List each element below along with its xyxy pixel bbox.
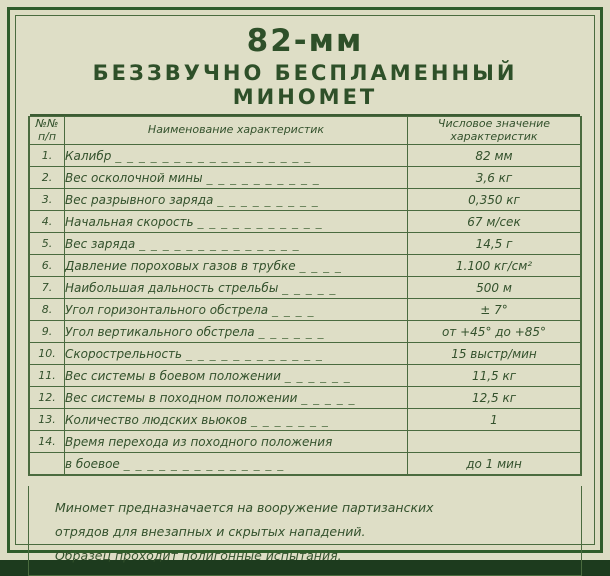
row-characteristic xyxy=(65,299,408,321)
row-characteristic xyxy=(65,343,408,365)
table-row xyxy=(30,409,581,431)
row-value: до 1 мин xyxy=(408,453,581,475)
table-row xyxy=(30,167,581,189)
leader-dots: _ _ _ _ _ _ _ _ _ _ xyxy=(206,170,320,185)
row-value: 12,5 кг xyxy=(408,387,581,409)
table-row xyxy=(30,387,581,409)
row-value: от +45° до +85° xyxy=(408,321,581,343)
row-characteristic xyxy=(65,189,408,211)
row-characteristic xyxy=(65,321,408,343)
leader-dots: _ _ _ _ _ _ _ _ _ _ _ _ _ _ _ _ _ xyxy=(115,148,312,163)
row-value: 82 мм xyxy=(408,145,581,167)
row-index: 6. xyxy=(30,255,65,277)
row-index: 9. xyxy=(30,321,65,343)
row-index: 13. xyxy=(30,409,65,431)
leader-dots: _ _ _ _ xyxy=(299,258,342,273)
leader-dots: _ _ _ _ _ _ _ _ _ _ _ xyxy=(197,214,323,229)
title-caliber: 82-мм xyxy=(246,23,364,59)
table-row xyxy=(30,431,581,453)
outer-frame xyxy=(7,7,603,563)
row-index: 2. xyxy=(30,167,65,189)
characteristic-label: в боевое xyxy=(65,456,120,471)
row-index: 12. xyxy=(30,387,65,409)
row-characteristic xyxy=(65,211,408,233)
table-row xyxy=(30,321,581,343)
row-value: 500 м xyxy=(408,277,581,299)
table-row xyxy=(30,189,581,211)
row-index: 7. xyxy=(30,277,65,299)
row-value: ± 7° xyxy=(408,299,581,321)
characteristic-label: Калибр xyxy=(65,148,112,163)
table-body xyxy=(30,145,581,475)
leader-dots: _ _ _ _ xyxy=(272,302,315,317)
characteristic-label: Начальная скорость xyxy=(65,214,194,229)
characteristic-label: Вес системы в походном положении xyxy=(65,390,298,405)
table-row xyxy=(30,453,581,475)
characteristic-label: Вес осколочной мины xyxy=(65,170,203,185)
row-characteristic xyxy=(65,167,408,189)
row-index: 8. xyxy=(30,299,65,321)
row-index: 5. xyxy=(30,233,65,255)
row-value: 0,350 кг xyxy=(408,189,581,211)
characteristic-label: Угол вертикального обстрела xyxy=(65,324,255,339)
table-row xyxy=(30,211,581,233)
leader-dots: _ _ _ _ _ xyxy=(301,390,356,405)
row-value: 11,5 кг xyxy=(408,365,581,387)
characteristic-label: Давление пороховых газов в трубке xyxy=(65,258,296,273)
row-characteristic xyxy=(65,365,408,387)
row-index: 11. xyxy=(30,365,65,387)
leader-dots: _ _ _ _ _ _ _ xyxy=(250,412,329,427)
column-header-name: Наименование характеристик xyxy=(65,116,408,145)
leader-dots: _ _ _ _ _ _ xyxy=(284,368,351,383)
row-characteristic xyxy=(65,145,408,167)
table-row xyxy=(30,145,581,167)
leader-dots: _ _ _ _ _ _ xyxy=(258,324,325,339)
row-index: 4. xyxy=(30,211,65,233)
characteristic-label: Наибольшая дальность стрельбы xyxy=(65,280,279,295)
table-row xyxy=(30,233,581,255)
characteristic-label: Вес системы в боевом положении xyxy=(65,368,281,383)
title-block xyxy=(28,25,582,116)
leader-dots: _ _ _ _ _ _ _ _ _ _ _ _ _ _ xyxy=(139,236,300,251)
row-characteristic xyxy=(65,431,408,453)
note-line: Миномет предназначается на вооружение партизанских xyxy=(55,500,434,516)
row-value: 15 выстр/мин xyxy=(408,343,581,365)
row-index: 1. xyxy=(30,145,65,167)
characteristic-label: Скорострельность xyxy=(65,346,183,361)
row-characteristic xyxy=(65,277,408,299)
column-header-value: Числовое значение характеристик xyxy=(408,116,581,145)
row-value: 1.100 кг/см² xyxy=(408,255,581,277)
footer-note xyxy=(28,486,582,576)
row-characteristic xyxy=(65,255,408,277)
row-value xyxy=(408,431,581,453)
characteristic-label: Вес разрывного заряда xyxy=(65,192,214,207)
note-line: отрядов для внезапных и скрытых нападений. xyxy=(55,523,366,539)
row-characteristic xyxy=(65,233,408,255)
characteristic-label: Вес заряда xyxy=(65,236,136,251)
table-row xyxy=(30,343,581,365)
row-index xyxy=(30,453,65,475)
row-value: 1 xyxy=(408,409,581,431)
leader-dots: _ _ _ _ _ xyxy=(282,280,337,295)
row-characteristic xyxy=(65,387,408,409)
row-index: 14. xyxy=(30,431,65,453)
table-row xyxy=(30,299,581,321)
inner-frame xyxy=(15,15,595,563)
table-row xyxy=(30,365,581,387)
row-index: 3. xyxy=(30,189,65,211)
leader-dots: _ _ _ _ _ _ _ _ _ _ _ _ _ _ xyxy=(123,456,285,471)
column-header-no: №№ п/п xyxy=(30,116,65,145)
specifications-table xyxy=(28,116,582,477)
title-main: БЕЗЗВУЧНО БЕСПЛАМЕННЫЙ МИНОМЕТ xyxy=(92,60,518,109)
table-header-row xyxy=(30,116,581,145)
table-row xyxy=(30,277,581,299)
leader-dots: _ _ _ _ _ _ _ _ _ _ _ _ xyxy=(185,346,323,361)
row-value: 14,5 г xyxy=(408,233,581,255)
note-line: Образец проходит полигонные испытания. xyxy=(55,547,342,563)
characteristic-label: Время перехода из походного положения xyxy=(65,434,333,449)
row-characteristic xyxy=(65,453,408,475)
row-value: 67 м/сек xyxy=(408,211,581,233)
characteristic-label: Количество людских вьюков xyxy=(65,412,248,427)
table-row xyxy=(30,255,581,277)
row-characteristic xyxy=(65,409,408,431)
leader-dots: _ _ _ _ _ _ _ _ _ xyxy=(217,192,319,207)
row-index: 10. xyxy=(30,343,65,365)
row-value: 3,6 кг xyxy=(408,167,581,189)
characteristic-label: Угол горизонтального обстрела xyxy=(65,302,269,317)
